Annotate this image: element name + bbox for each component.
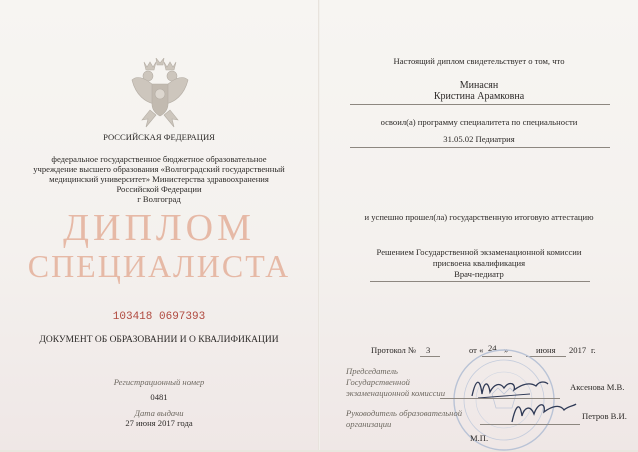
registration-label: Регистрационный номер [113,377,205,387]
qualification: Врач-педиатр [454,269,504,279]
double-headed-eagle-emblem [128,58,192,132]
protocol-year-suffix: г. [591,345,596,355]
protocol-number-underline [420,356,440,357]
protocol-day-close: » [504,345,509,355]
head-name: Петров В.И. [582,411,627,421]
commission-decision-line-2: присвоена квалификация [432,258,526,268]
seal-place-label: М.П. [470,433,489,443]
registration-number: 0481 [150,392,168,402]
protocol-year: 2017 [569,345,587,355]
head-label-line-2: организации [346,419,392,429]
chair-label-line-2: Государственной [346,377,410,387]
issue-date-label: Дата выдачи [134,408,184,418]
protocol-number: 3 [426,345,431,355]
institution-line-5: г Волгоград [137,194,181,204]
diploma-subtitle: СПЕЦИАЛИСТА [27,248,291,284]
protocol-date-prefix: от « [469,345,484,355]
chair-label-line-3: экзаменационной комиссии [346,388,446,398]
specialty-underline [350,147,610,148]
chair-name: Аксенова М.В. [570,382,625,392]
chair-label-line-1: Председатель [346,366,398,376]
protocol-month: июня [536,345,556,355]
commission-decision-line-1: Решением Государственной экзаменационной комиссии [376,247,582,257]
issue-date: 27 июня 2017 года [125,418,193,428]
institution-line-1: федеральное государственное бюджетное образовательное [51,154,267,164]
name-underline [350,104,610,105]
specialty: 31.05.02 Педиатрия [443,134,515,144]
institution-line-4: Российской Федерации [116,184,202,194]
head-signature-line [480,424,580,425]
document-type: ДОКУМЕНТ ОБ ОБРАЗОВАНИИ И О КВАЛИФИКАЦИИ [39,335,279,345]
attestation-text: и успешно прошел(ла) государственную итоговую аттестацию [364,212,594,222]
protocol-label: Протокол № [371,345,417,355]
graduate-surname: Минасян [459,80,499,91]
diploma-title: ДИПЛОМ [63,207,255,249]
institution-line-2: учреждение высшего образования «Волгоградский государственный [33,164,285,174]
country-label: РОССИЙСКАЯ ФЕДЕРАЦИЯ [103,132,215,142]
left-page [0,0,318,450]
qualification-underline [370,281,590,282]
head-label-line-1: Руководитель образовательной [346,408,463,418]
head-signature [508,398,578,426]
institution-line-3: медицинский университет» Министерства здравоохранения [49,174,269,184]
intro-text: Настоящий диплом свидетельствует о том, что [393,56,565,66]
serial-number: 103418 0697393 [112,311,206,323]
program-text: освоил(а) программу специалитета по специальности [380,117,578,127]
graduate-name: Кристина Арамковна [433,91,525,102]
protocol-day: 24 [488,343,497,353]
